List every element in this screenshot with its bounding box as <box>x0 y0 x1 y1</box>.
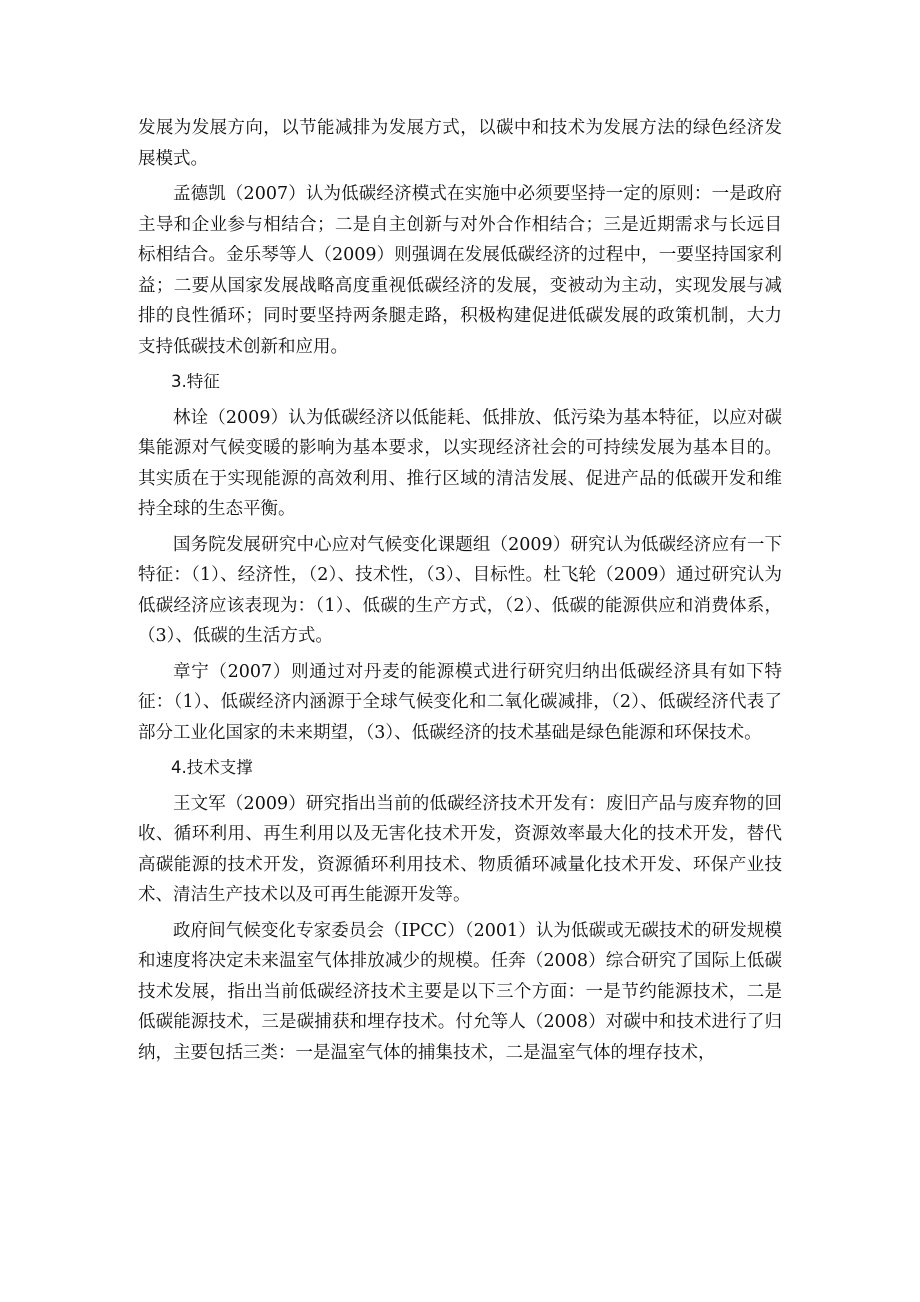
section-heading-features: 3.特征 <box>171 372 220 391</box>
paragraph-features-zhang: 章宁（2007）则通过对丹麦的能源模式进行研究归纳出低碳经济具有如下特征：（1）、低碳经济内涵源于全球气候变化和二氧化碳减排，（2）、低碳经济代表了部分工业化国家的未来期望，（3）、低碳经济的技术基础是绿色能源和环保技术。 <box>138 661 782 743</box>
paragraph-principles: 孟德凯（2007）认为低碳经济模式在实施中必须要坚持一定的原则：一是政府主导和企业参与相结合；二是自主创新与对外合作相结合；三是近期需求与长远目标相结合。金乐琴等人（2009）则强调在发展低碳经济的过程中，一要坚持国家利益；二要从国家发展战略高度重视低碳经济的发展，变被动为主动，实现发展与减排的良性循环；同时要坚持两条腿走路，积极构建促进低碳发展的政策机制，大力支持低碳技术创新和应用。 <box>138 184 782 357</box>
paragraph-features-drc: 国务院发展研究中心应对气候变化课题组（2009）研究认为低碳经济应有一下特征：（1）、经济性，（2）、技术性，（3）、目标性。杜飞轮（2009）通过研究认为低碳经济应该表现为：（1）、低碳的生产方式，（2）、低碳的能源供应和消费体系，（3）、低碳的生活方式。 <box>138 534 782 646</box>
paragraph-tech-ipcc: 政府间气候变化专家委员会（IPCC）（2001）认为低碳或无碳技术的研发规模和速度将决定未来温室气体排放减少的规模。任奔（2008）综合研究了国际上低碳技术发展，指出当前低碳经济技术主要是以下三个方面：一是节约能源技术，二是低碳能源技术，三是碳捕获和埋存技术。付允等人（2008）对碳中和技术进行了归纳，主要包括三类：一是温室气体的捕集技术，二是温室气体的埋存技术， <box>138 920 782 1063</box>
paragraph-features-lin: 林诠（2009）认为低碳经济以低能耗、低排放、低污染为基本特征，以应对碳集能源对气候变暖的影响为基本要求，以实现经济社会的可持续发展为基本目的。其实质在于实现能源的高效利用、推行区域的清洁发展、促进产品的低碳开发和维持全球的生态平衡。 <box>138 407 782 519</box>
document-page <box>138 113 782 1068</box>
paragraph-continuation: 发展为发展方向，以节能减排为发展方式，以碳中和技术为发展方法的绿色经济发展模式。 <box>138 118 782 169</box>
section-heading-tech-support: 4.技术支撑 <box>171 758 253 777</box>
paragraph-tech-wang: 王文军（2009）研究指出当前的低碳经济技术开发有：废旧产品与废弃物的回收、循环利用、再生利用以及无害化技术开发，资源效率最大化的技术开发，替代高碳能源的技术开发，资源循环利用技术、物质循环减量化技术开发、环保产业技术、清洁生产技术以及可再生能源开发等。 <box>138 793 782 905</box>
